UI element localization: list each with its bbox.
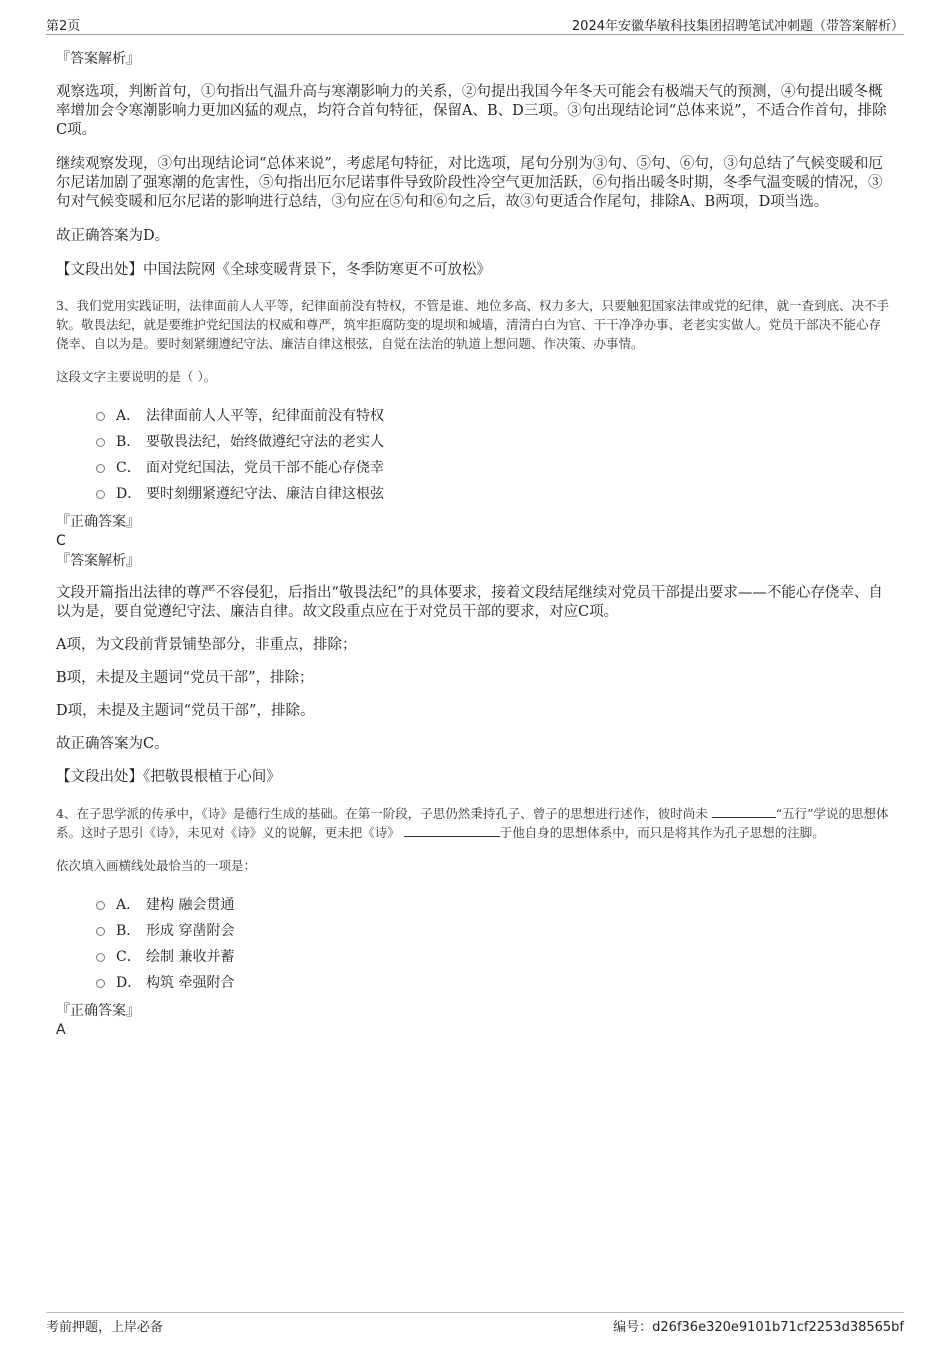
q2-conclusion: 故正确答案为D。 xyxy=(56,228,170,244)
q3-options xyxy=(56,403,890,507)
q3-option-c[interactable]: C． 面对党纪国法，党员干部不能心存侥幸 xyxy=(56,455,890,481)
fill-blank-2[interactable] xyxy=(404,824,500,837)
q4-answer: A xyxy=(56,1022,66,1038)
q4-option-c[interactable]: C． 绘制 兼收并蓄 xyxy=(56,944,890,970)
radio-icon[interactable] xyxy=(96,979,105,988)
q3-note-d: D项，未提及主题词“党员干部”，排除。 xyxy=(56,703,315,719)
q3-stem: 3、我们党用实践证明，法律面前人人平等，纪律面前没有特权，不管是谁、地位多高、权力多大，只要触犯国家法律或党的纪律，就一查到底、决不手软。敬畏法纪，就是要维护党纪国法的权威和尊严，筑牢拒腐防变的堤坝和城墙，清清白白为官、干干净净办事、老老实实做人。党员干部决不能心存侥幸、自以为是。要时刻紧绷遵纪守法、廉洁自律这根弦，自觉在法治的轨道上想问题、作决策、办事情。 xyxy=(56,298,889,351)
q4-options xyxy=(56,892,890,996)
page-content xyxy=(56,44,890,1039)
q3-note-b: B项，未提及主题词“党员干部”，排除； xyxy=(56,670,314,686)
q2-source: 【文段出处】中国法院网《全球变暖背景下，冬季防寒更不可放松》 xyxy=(56,262,491,278)
fill-blank-1[interactable] xyxy=(712,805,776,818)
q3-option-a[interactable]: A． 法律面前人人平等，纪律面前没有特权 xyxy=(56,403,890,429)
q3-note-a: A项，为文段前背景铺垫部分，非重点，排除； xyxy=(56,637,357,653)
page-header xyxy=(46,12,904,35)
document-title: 2024年安徽华敏科技集团招聘笔试冲刺题（带答案解析） xyxy=(571,19,904,34)
q3-option-b[interactable]: B． 要敬畏法纪，始终做遵纪守法的老实人 xyxy=(56,429,890,455)
q2-analysis-para2: 继续观察发现，③句出现结论词“总体来说”，考虑尾句特征，对比选项，尾句分别为③句、⑤句、⑥句，③句总结了气候变暖和厄尔尼诺加剧了强寒潮的危害性，⑤句指出厄尔尼诺事件导致阶段性冷空气更加活跃，⑥句指出暖冬时期，冬季气温变暖的情况，③句对气候变暖和厄尔尼诺的影响进行总结，③句应在⑤句和⑥句之后，故③句更适合作尾句，排除A、B两项，D项当选。 xyxy=(56,156,883,210)
q3-analysis-label: 『答案解析』 xyxy=(56,553,140,569)
q3-option-d[interactable]: D． 要时刻绷紧遵纪守法、廉洁自律这根弦 xyxy=(56,481,890,507)
page-number: 第2页 xyxy=(46,19,81,34)
document-code: 编号：d26f36e320e9101b71cf2253d38565bf xyxy=(613,1320,904,1335)
q2-analysis-label: 『答案解析』 xyxy=(56,51,140,67)
radio-icon[interactable] xyxy=(96,438,105,447)
radio-icon[interactable] xyxy=(96,464,105,473)
q3-answer-label: 『正确答案』 xyxy=(56,514,140,530)
footer-slogan: 考前押题，上岸必备 xyxy=(46,1320,164,1335)
q3-prompt: 这段文字主要说明的是（ ）。 xyxy=(56,369,217,384)
radio-icon[interactable] xyxy=(96,901,105,910)
q3-source: 【文段出处】《把敬畏根植于心间》 xyxy=(56,769,281,785)
q4-option-d[interactable]: D． 构筑 牵强附合 xyxy=(56,970,890,996)
q3-answer: C xyxy=(56,533,66,549)
radio-icon[interactable] xyxy=(96,412,105,421)
q4-stem: 4、在子思学派的传承中，《诗》是德行生成的基础。在第一阶段，子思仍然秉持孔子、曾子的思想进行述作，彼时尚未 “五行”学说的思想体系。这时子思引《诗》，未见对《诗》义的说解，更未把《诗》 于他自身的思想体系中，而只是将其作为孔子思想的注脚。 xyxy=(56,806,889,840)
q3-analysis: 文段开篇指出法律的尊严不容侵犯，后指出“敬畏法纪”的具体要求，接着文段结尾继续对党员干部提出要求——不能心存侥幸、自以为是，要自觉遵纪守法、廉洁自律。故文段重点应在于对党员干部的要求，对应C项。 xyxy=(56,585,883,620)
radio-icon[interactable] xyxy=(96,490,105,499)
q4-prompt: 依次填入画横线处最恰当的一项是： xyxy=(56,858,257,873)
page-footer xyxy=(46,1312,904,1335)
q4-answer-label: 『正确答案』 xyxy=(56,1003,140,1019)
q4-option-a[interactable]: A． 建构 融会贯通 xyxy=(56,892,890,918)
q3-conclusion: 故正确答案为C。 xyxy=(56,736,169,752)
q4-option-b[interactable]: B． 形成 穿凿附会 xyxy=(56,918,890,944)
radio-icon[interactable] xyxy=(96,953,105,962)
radio-icon[interactable] xyxy=(96,927,105,936)
q2-analysis-para1: 观察选项，判断首句，①句指出气温升高与寒潮影响力的关系，②句提出我国今年冬天可能会有极端天气的预测，④句提出暖冬概率增加会令寒潮影响力更加凶猛的观点，均符合首句特征，保留A、B、D三项。③句出现结论词“总体来说”，不适合作首句，排除C项。 xyxy=(56,84,887,138)
